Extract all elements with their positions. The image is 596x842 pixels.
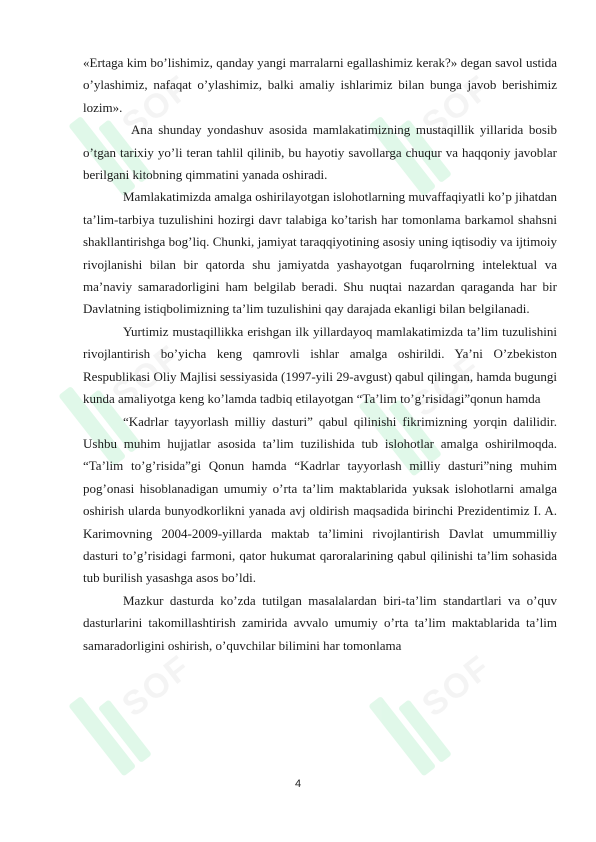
watermark-logo: SOF [62, 605, 248, 784]
page-number: 4 [294, 778, 302, 790]
paragraph-independence: Yurtimiz mustaqillikka erishgan ilk yillardayoq mamlakatimizda ta’lim tuzulishini rivojlantirish bo’yicha keng qamrovli ishlar amalga oshirildi. Ya’ni O’zbekiston Respublikasi Oliy Majlisi sessiyasida (1997-yili 29-avgust) qabul qilingan, hamda bugungi kunda amaliyotga keng ko’lamda tadbiq etilayotgan “Ta’lim to’g’risidagi”qonun hamda [83, 323, 557, 407]
watermark-logo: SOF [362, 25, 548, 204]
paragraph-quote: «Ertaga kim bo’lishimiz, qanday yangi marralarni egallashimiz kerak?» degan savol ustida o’ylashimiz, nafaqat o’ylashimiz, balki amaliy ishlarimiz bilan bunga javob berishimiz lozim». [83, 55, 557, 115]
watermark-logo: SOF [362, 605, 548, 784]
paragraph-book-value: Ana shunday yondashuv asosida mamlakatimizning mustaqillik yillarida bosib o’tgan tarixiy yo’li teran tahlil qilinib, bu hayotiy savollarga chuqur va haqqoniy javoblar berilgani kitobning qimmatini yanada oshiradi. [83, 122, 557, 183]
paragraph-reforms: Mamlakatimizda amalga oshirilayotgan islohotlarning muvaffaqiyatli ko’p jihatdan ta’lim-tarbiya tuzulishini hozirgi davr talabiga ko’tarish har tomonlama barkamol shahsni shakllantirishga bog’liq. Chunki, jamiyat taraqqiyotining asosiy uning iqtisodiy va ijtimoiy rivojlanishi bilan bir qatorda shu jamiyatda yashayotgan fuqarolrning intelektual va ma’naviy samaradorligini ham belgilab beradi. Shu nuqtai nazardan qaraganda har bir Davlatning istiqbolimizning ta’lim tuzulishini qay darajada ekanligi bilan belgilanadi. [83, 189, 557, 317]
paragraph-cadre-program: “Kadrlar tayyorlash milliy dasturi” qabul qilinishi fikrimizning yorqin dalilidir. Ushbu muhim hujjatlar asosida ta’lim tuzilishida tub islohotlar amalga oshirilmoqda. “Ta’lim to’g’risida”gi Qonun hamda “Kadrlar tayyorlash milliy dasturi”ning muhim pog’onasi hisoblanadigan umumiy o’rta ta’lim maktablarida yuksak islohotlarni amalga oshirish ularda bunyodkorlikni yanada avj oldirish maqsadida birinchi Prezidentimiz I. A. Karimovning 2004-2009-yillarda maktab ta’limini rivojlantirish Davlat umummilliy dasturi to’g’risidagi farmoni, qator hukumat qaroralarining qabul qilinishi ta’lim sohasida tub burilish yasashga asos bo’ldi. [83, 413, 557, 586]
watermark-logo: SOF [52, 295, 238, 474]
paragraph-standards: Mazkur dasturda ko’zda tutilgan masalalardan biri-ta’lim standartlari va o’quv dasturlarini takomillashtirish zamirida avvalo umumiy o’rta ta’lim maktablarida ta’lim samaradorligini oshirish, o’quvchilar bilimini har tomonlama [83, 592, 557, 653]
watermark-logo: SOF [62, 25, 248, 204]
watermark-logo: SOF [352, 305, 538, 484]
document-body [83, 52, 557, 657]
